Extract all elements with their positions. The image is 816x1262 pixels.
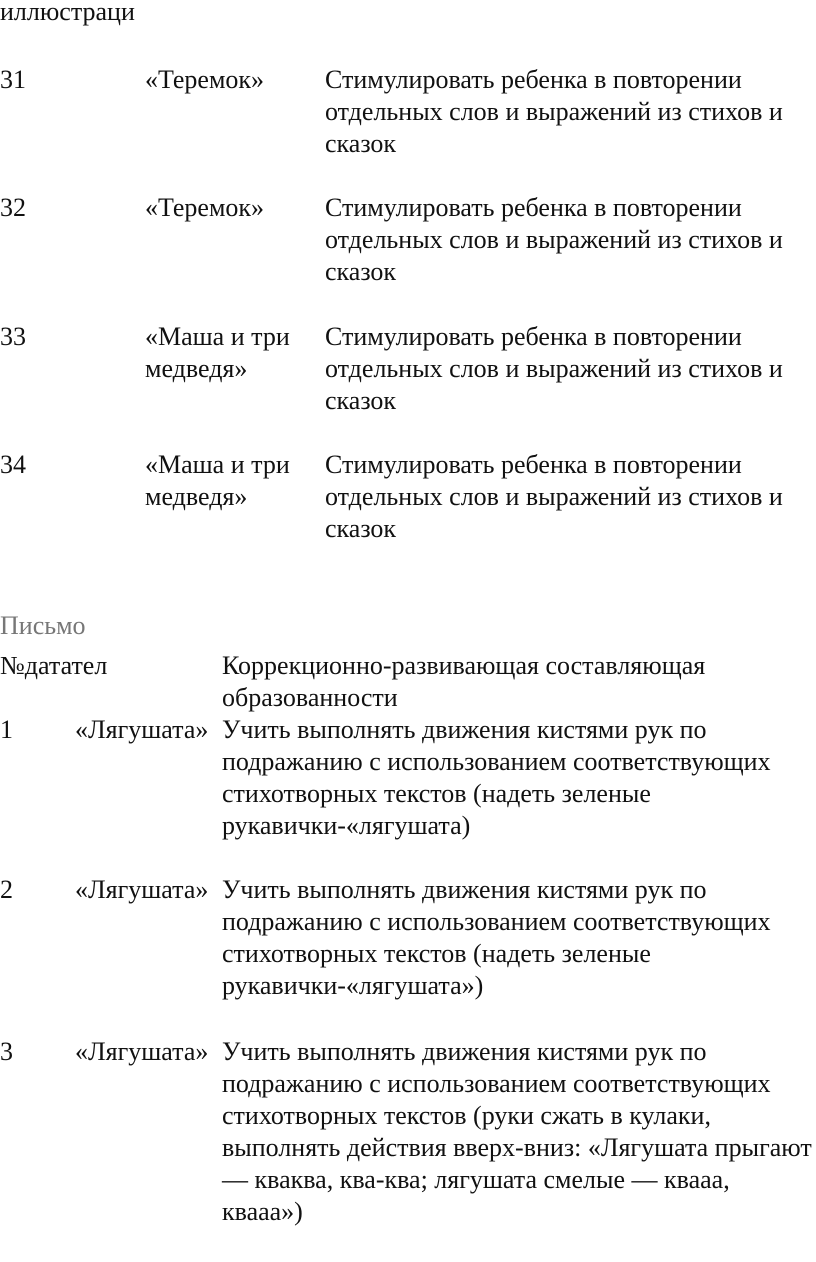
row-number: 1 xyxy=(0,715,13,744)
row-topic: «Лягушата» xyxy=(75,715,209,744)
row-description: Стимулировать ребенка в повторении отдельных слов и выражений из стихов и сказок xyxy=(325,450,783,543)
row-topic: «Лягушата» xyxy=(75,875,209,904)
row-description: Учить выполнять движения кистями рук по подражанию с использованием соответствующих стихотворных текстов (руки сжать в кулаки, выполнять действия вверх-вниз: «Лягушата прыгают — кваква, ква-ква; лягушата смелые — кваaa, кваaa») xyxy=(222,1037,812,1226)
header-correction-component: Коррекционно-развивающая составляющая образованности xyxy=(222,651,706,712)
row-number: 31 xyxy=(0,65,26,94)
row-topic: «Теремок» xyxy=(145,65,265,94)
section-title: Письмо xyxy=(0,611,86,640)
row-description: Учить выполнять движения кистями рук по подражанию с использованием соответствующих стихотворных текстов (надеть зеленые рукавички-«лягушата) xyxy=(222,715,771,840)
top-text-fragment: иллюстраци xyxy=(0,0,135,26)
row-description: Стимулировать ребенка в повторении отдельных слов и выражений из стихов и сказок xyxy=(325,193,783,286)
row-number: 33 xyxy=(0,322,26,351)
row-topic: «Лягушата» xyxy=(75,1037,209,1066)
row-number: 3 xyxy=(0,1037,13,1066)
row-topic: «Маша и три медведя» xyxy=(145,450,290,511)
header-number-date-topic: №датател xyxy=(0,651,108,680)
row-description: Стимулировать ребенка в повторении отдельных слов и выражений из стихов и сказок xyxy=(325,65,783,158)
row-description: Стимулировать ребенка в повторении отдельных слов и выражений из стихов и сказок xyxy=(325,322,783,415)
row-topic: «Теремок» xyxy=(145,193,265,222)
row-description: Учить выполнять движения кистями рук по подражанию с использованием соответствующих стихотворных текстов (надеть зеленые рукавички-«лягушата») xyxy=(222,875,771,1000)
row-topic: «Маша и три медведя» xyxy=(145,322,290,383)
row-number: 32 xyxy=(0,193,26,222)
row-number: 34 xyxy=(0,450,26,479)
row-number: 2 xyxy=(0,875,13,904)
